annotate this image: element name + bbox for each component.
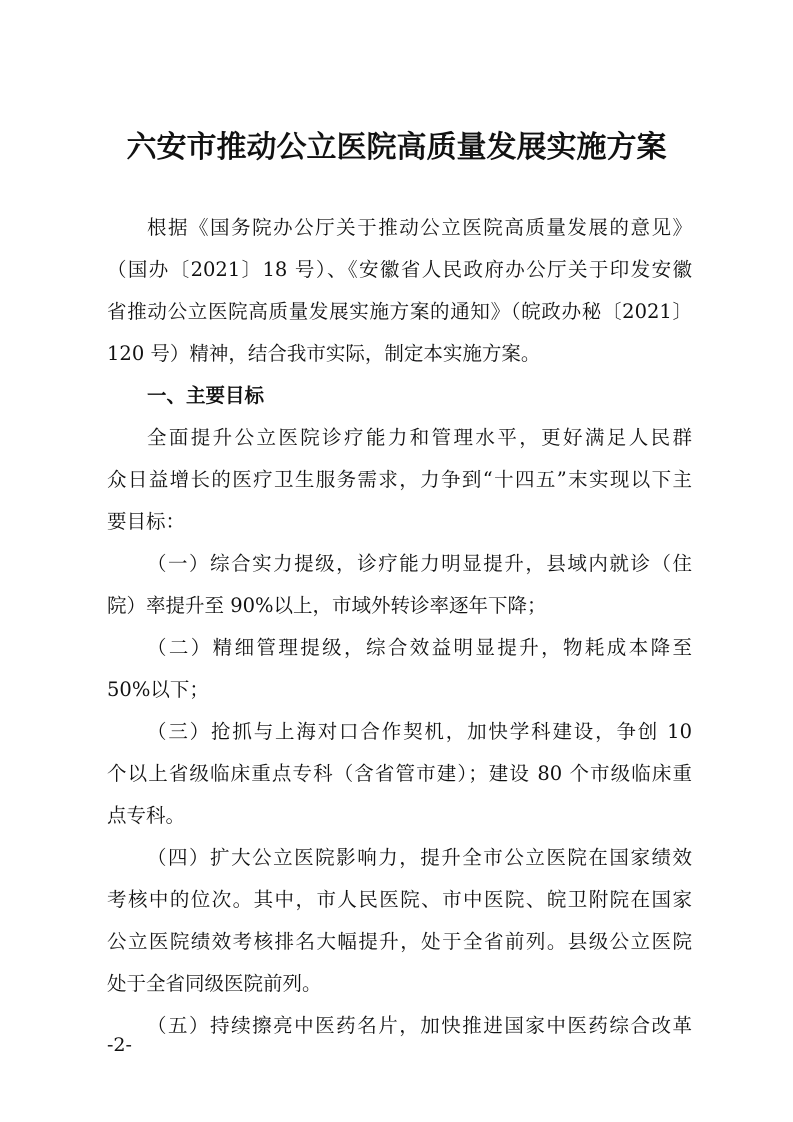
paragraph-line: 众日益增长的医疗卫生服务需求，力争到“十四五”末实现以下主 — [107, 468, 692, 491]
document-title: 六安市推动公立医院高质量发展实施方案 — [126, 130, 667, 165]
paragraph-line: 省推动公立医院高质量发展实施方案的通知》（皖政办秘〔2021〕 — [107, 300, 692, 323]
paragraph-line: 全面提升公立医院诊疗能力和管理水平，更好满足人民群 — [147, 426, 692, 449]
list-item-line: 考核中的位次。其中，市人民医院、市中医院、皖卫附院在国家 — [107, 888, 692, 911]
paragraph-line: （国办〔2021〕18 号）、《安徽省人民政府办公厅关于印发安徽 — [107, 258, 692, 281]
paragraph-line: 根据《国务院办公厅关于推动公立医院高质量发展的意见》 — [147, 216, 692, 239]
list-item-line: 处于全省同级医院前列。 — [107, 972, 322, 995]
section-heading: 一、主要目标 — [147, 384, 265, 407]
list-item-line: （一）综合实力提级，诊疗能力明显提升，县域内就诊（住 — [147, 552, 692, 575]
list-item-line: 公立医院绩效考核排名大幅提升，处于全省前列。县级公立医院 — [107, 930, 692, 953]
list-item-line: （二）精细管理提级，综合效益明显提升，物耗成本降至 — [147, 636, 692, 659]
paragraph-line: 120 号）精神，结合我市实际，制定本实施方案。 — [107, 342, 541, 365]
list-item-line: 院）率提升至 90%以上，市域外转诊率逐年下降； — [107, 594, 547, 617]
list-item-line: （五）持续擦亮中医药名片，加快推进国家中医药综合改革 — [147, 1014, 692, 1037]
list-item-line: （三）抢抓与上海对口合作契机，加快学科建设，争创 10 — [147, 720, 692, 743]
paragraph-line: 要目标： — [107, 510, 186, 533]
list-item-line: 个以上省级临床重点专科（含省管市建）；建设 80 个市级临床重 — [107, 762, 692, 785]
list-item-line: （四）扩大公立医院影响力，提升全市公立医院在国家绩效 — [147, 846, 692, 869]
page-number: -2- — [107, 1034, 132, 1056]
list-item-line: 点专科。 — [107, 804, 186, 827]
list-item-line: 50%以下； — [107, 678, 209, 701]
